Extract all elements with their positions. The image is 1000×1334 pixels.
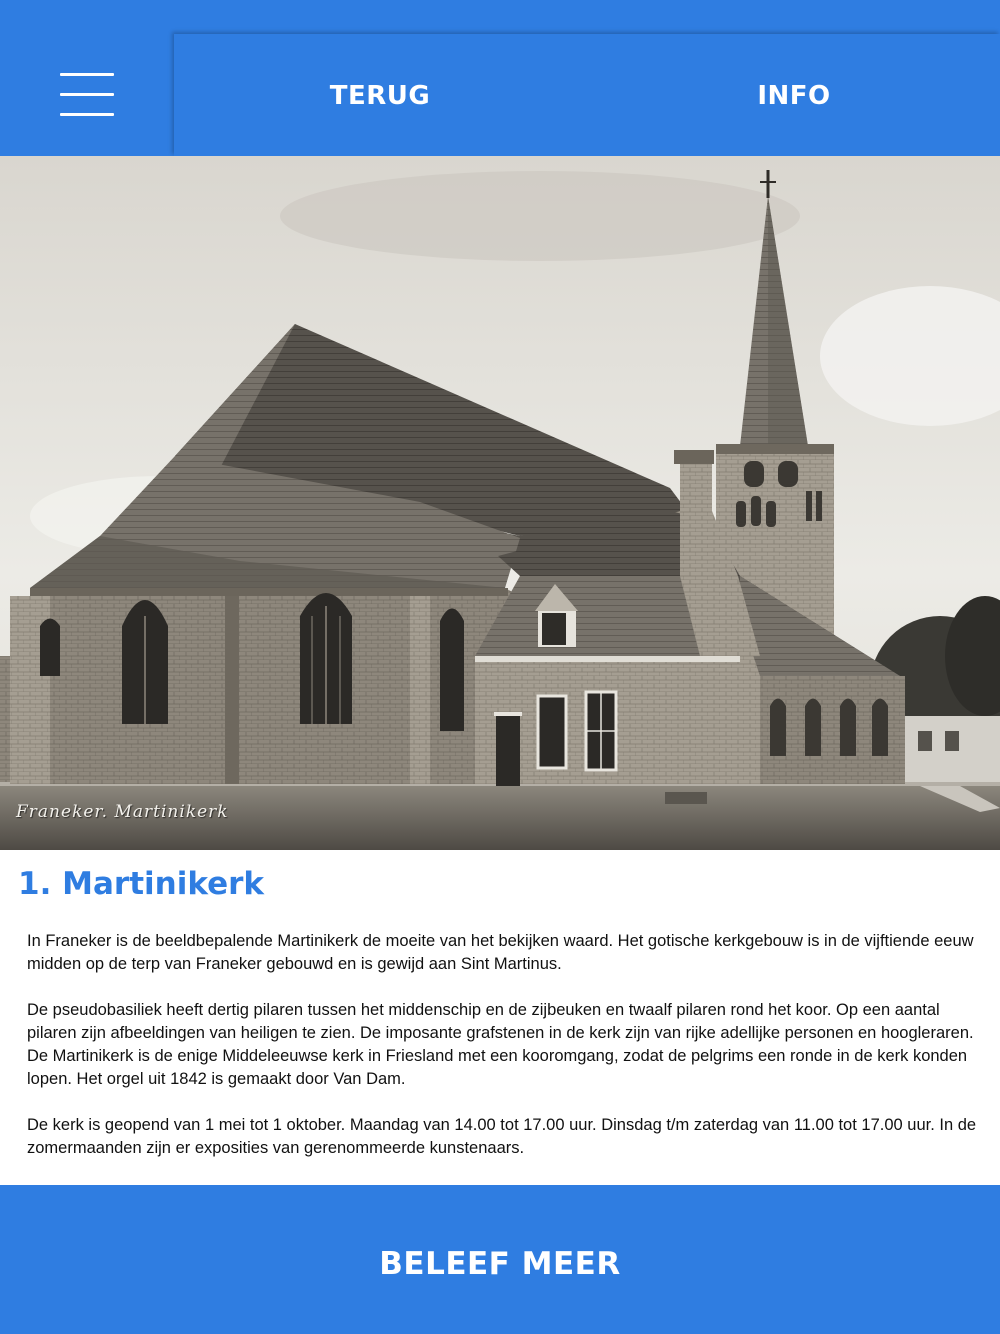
photo-caption: Franeker. Martinikerk	[16, 802, 229, 822]
hamburger-menu-icon-bar	[60, 113, 114, 116]
page-title: 1. Martinikerk	[18, 866, 265, 902]
header-bar	[0, 0, 1000, 156]
beleef-meer-label: BELEEF MEER	[379, 1246, 621, 1282]
beleef-meer-button[interactable]	[0, 1185, 1000, 1334]
article-paragraph: In Franeker is de beeldbepalende Martinikerk de moeite van het bekijken waard. Het gotische kerkgebouw is in de vijftiende eeuw midden op de terp van Franeker gebouwd en is gewijd aan Sint Martinus.	[27, 932, 974, 973]
martinikerk-illustration	[0, 156, 1000, 850]
header-nav-panel	[174, 34, 1000, 156]
hamburger-menu-icon-bar	[60, 93, 114, 96]
article-body	[27, 930, 987, 1183]
menu-button[interactable]	[0, 0, 174, 156]
article-paragraph: De pseudobasiliek heeft dertig pilaren tussen het middenschip en de zijbeuken en twaalf pilaren rond het koor. Op een aantal pilaren zijn afbeeldingen van heiligen te zien. De imposante grafstenen in de kerk zijn van rijke adellijke personen en hoogleraren. De Martinikerk is de enige Middeleeuwse kerk in Friesland met een kooromgang, zodat de pelgrims een ronde in de kerk konden lopen. Het orgel uit 1842 is gemaakt door Van Dam.	[27, 1001, 974, 1088]
church-photo	[0, 156, 1000, 850]
back-button[interactable]: TERUG	[329, 81, 431, 111]
hamburger-menu-icon	[60, 73, 114, 76]
article-paragraph: De kerk is geopend van 1 mei tot 1 oktober. Maandag van 14.00 tot 17.00 uur. Dinsdag t/m zaterdag van 11.00 tot 17.00 uur. In de zomermaanden zijn er exposities van gerenommeerde kunstenaars.	[27, 1116, 977, 1157]
info-button[interactable]: INFO	[757, 81, 831, 111]
